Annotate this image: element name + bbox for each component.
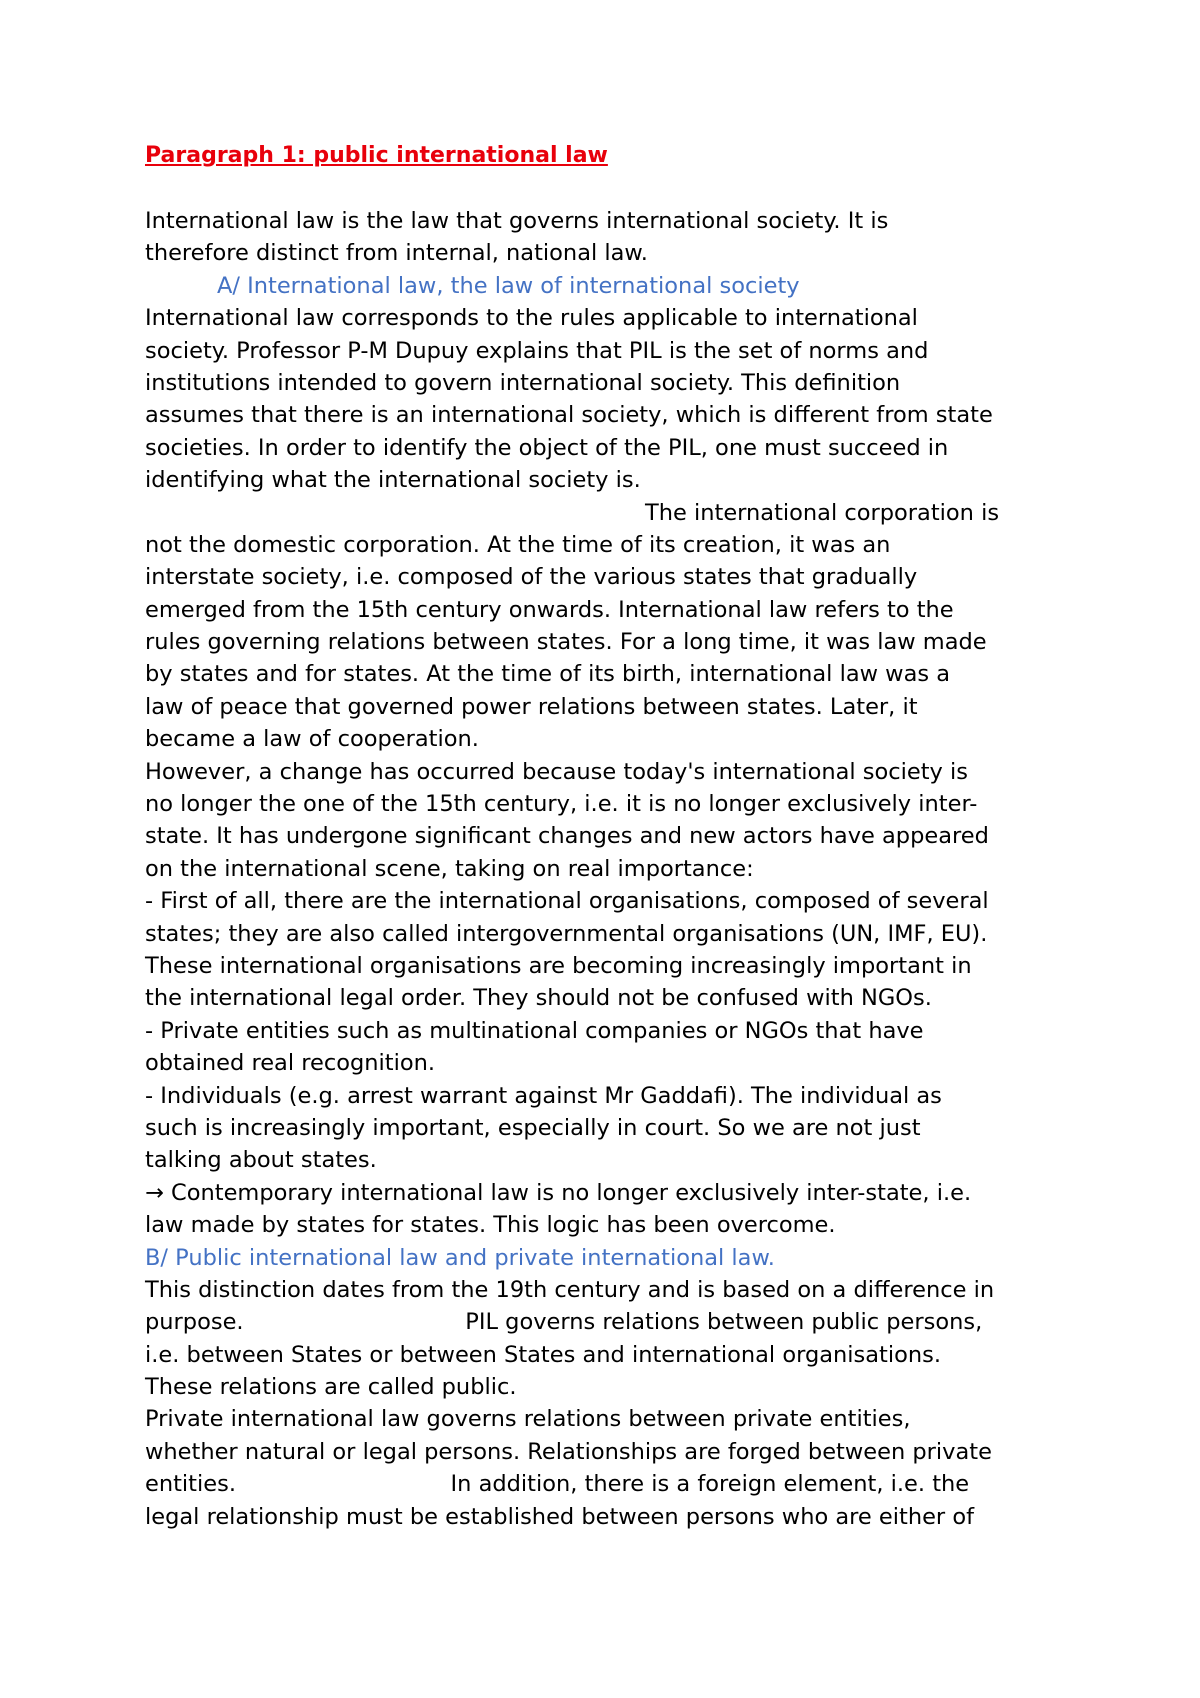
text-line: These international organisations are becoming increasingly important in xyxy=(145,952,972,979)
text-line: purpose. PIL governs relations between public persons, xyxy=(145,1309,983,1336)
title-spacer xyxy=(145,172,1075,205)
text-line: law made by states for states. This logic has been overcome. xyxy=(145,1212,836,1239)
document-body xyxy=(145,205,1075,1533)
text-line: obtained real recognition. xyxy=(145,1050,436,1077)
text-line: legal relationship must be established between persons who are either of xyxy=(145,1503,975,1530)
text-line: states; they are also called intergovernmental organisations (UN, IMF, EU). xyxy=(145,920,988,947)
text-line: However, a change has occurred because today's international society is xyxy=(145,758,968,785)
document-page xyxy=(145,140,1075,1533)
text-line: rules governing relations between states. For a long time, it was law made xyxy=(145,629,987,656)
text-line: i.e. between States or between States and international organisations. xyxy=(145,1341,942,1368)
document-title: Paragraph 1: public international law xyxy=(145,143,608,168)
text-line: The international corporation is xyxy=(645,499,1000,526)
text-line: therefore distinct from internal, national law. xyxy=(145,240,648,267)
text-line: state. It has undergone significant changes and new actors have appeared xyxy=(145,823,989,850)
text-line: became a law of cooperation. xyxy=(145,726,479,753)
text-line: - Individuals (e.g. arrest warrant against Mr Gaddafi). The individual as xyxy=(145,1082,942,1109)
text-line: International law corresponds to the rules applicable to international xyxy=(145,305,918,332)
text-line: no longer the one of the 15th century, i.e. it is no longer exclusively inter- xyxy=(145,791,978,818)
text-line: societies. In order to identify the object of the PIL, one must succeed in xyxy=(145,434,949,461)
text-line: by states and for states. At the time of its birth, international law was a xyxy=(145,661,951,688)
text-line: institutions intended to govern international society. This definition xyxy=(145,369,901,396)
text-line: society. Professor P-M Dupuy explains that PIL is the set of norms and xyxy=(145,337,929,364)
text-line: International law is the law that governs international society. It is xyxy=(145,208,889,234)
section-heading: B/ Public international law and private international law. xyxy=(145,1244,775,1271)
text-line: talking about states. xyxy=(145,1147,377,1174)
text-line: entities. In addition, there is a foreign element, i.e. the xyxy=(145,1471,970,1498)
text-line: These relations are called public. xyxy=(145,1374,517,1401)
text-line: assumes that there is an international society, which is different from state xyxy=(145,402,993,429)
text-line: Private international law governs relations between private entities, xyxy=(145,1406,911,1433)
text-line: This distinction dates from the 19th century and is based on a difference in xyxy=(145,1276,995,1303)
text-line: on the international scene, taking on real importance: xyxy=(145,855,754,882)
text-line: → Contemporary international law is no longer exclusively inter-state, i.e. xyxy=(145,1179,972,1206)
text-line: law of peace that governed power relations between states. Later, it xyxy=(145,693,918,720)
text-line: not the domestic corporation. At the time of its creation, it was an xyxy=(145,531,891,558)
text-line: whether natural or legal persons. Relationships are forged between private xyxy=(145,1438,992,1465)
text-line: identifying what the international society is. xyxy=(145,467,641,494)
text-line: emerged from the 15th century onwards. International law refers to the xyxy=(145,596,954,623)
text-line: interstate society, i.e. composed of the various states that gradually xyxy=(145,564,918,591)
text-line: the international legal order. They should not be confused with NGOs. xyxy=(145,985,932,1012)
text-line: such is increasingly important, especially in court. So we are not just xyxy=(145,1114,921,1141)
text-line: - Private entities such as multinational companies or NGOs that have xyxy=(145,1017,924,1044)
text-line: - First of all, there are the international organisations, composed of several xyxy=(145,888,989,915)
section-heading: A/ International law, the law of international society xyxy=(217,272,800,299)
